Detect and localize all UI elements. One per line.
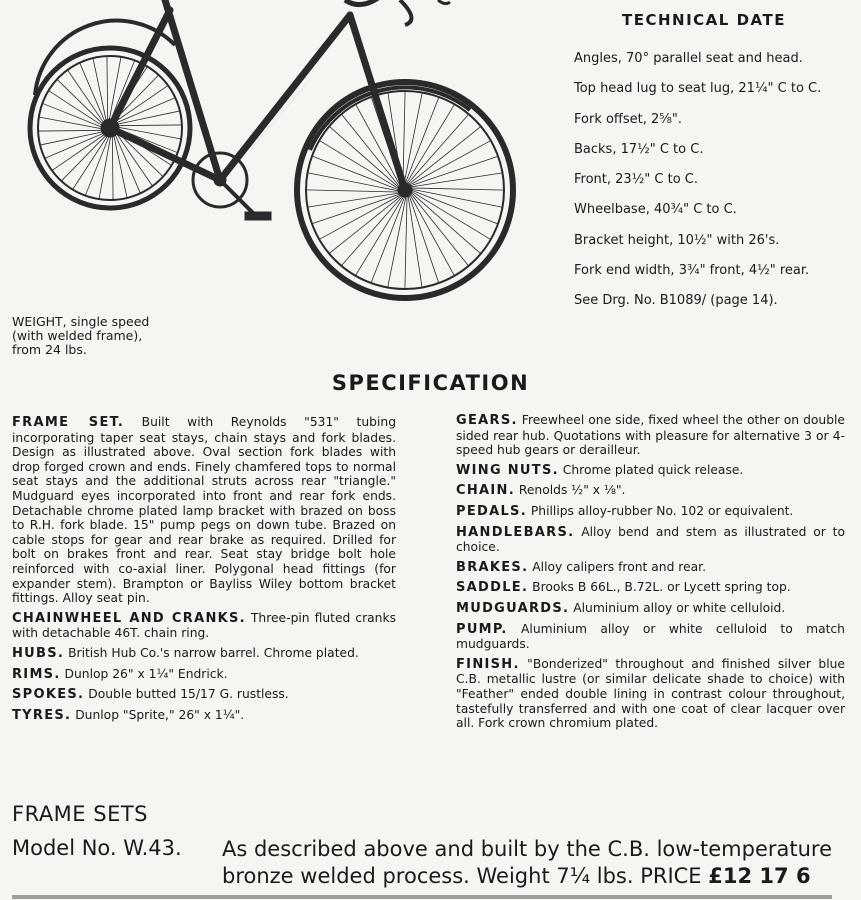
spec-text: British Hub Co.'s narrow barrel. Chrome plated. <box>68 645 359 660</box>
bicycle-illustration <box>0 0 545 320</box>
weight-line: (with welded frame), <box>12 328 143 343</box>
spec-text: Three-pin fluted cranks with detachable 46T. chain ring. <box>12 610 396 641</box>
spec-entry <box>456 463 845 479</box>
spec-heading: WING NUTS. <box>456 462 559 478</box>
spec-text: Alloy calipers front and rear. <box>532 559 707 574</box>
tech-item: Top head lug to seat lug, 21¼" C to C. <box>574 81 822 97</box>
spec-heading: SADDLE. <box>456 580 529 596</box>
technical-data-list <box>574 50 821 323</box>
spec-heading: SPOKES. <box>12 687 85 703</box>
spec-text: Chrome plated quick release. <box>562 462 744 477</box>
spec-text: Freewheel one side, fixed wheel the other on double sided rear hub. Quotations with pleasure for alternative 3 or 4-speed hub gears or derailleur. <box>456 413 845 458</box>
spec-entry <box>12 708 396 724</box>
spec-entry <box>456 601 845 617</box>
spec-heading: MUDGUARDS. <box>456 600 570 616</box>
spec-entry <box>456 413 845 458</box>
model-price: £12 17 6 <box>708 864 811 888</box>
model-desc-line <box>222 863 832 890</box>
tech-item: Angles, 70° parallel seat and head. <box>574 51 803 66</box>
spec-text: Brooks B 66L., B.72L. or Lycett spring top. <box>532 580 791 595</box>
spec-text: "Bonderized" throughout and finished silver blue C.B. metallic lustre (or similar delicate shade to choice) with "Feather" ended double lining in contrast colour throughout, tastefully transferred and with one coat of clear lacquer over all. Fork crown chromium plated. <box>456 656 845 731</box>
weight-note <box>12 315 149 357</box>
spec-text: Built with Reynolds "531" tubing incorporating taper seat stays, chain stays and fork blades. Design as illustrated above. Oval section fork blades with drop forged crown and ends. Finely chamfered tops to normal seat stays and the additional struts across rear "triangle." Mudguard eyes incorporated into front and rear fork ends. Detachable chrome plated lamp bracket with brazed on boss to R.H. fork blade. 15" pump pegs on down tube. Brazed on cable stops for gear and rear brake as required. Drilled for bolt on brakes front and rear. Seat stay bridge bolt hole reinforced with co-axial liner. Polygonal head fittings (for expander stem). Brampton or Bayliss Wiley bottom bracket fittings. Alloy seat pin. <box>12 415 396 606</box>
spec-entry <box>12 415 396 606</box>
model-label: Model No. W.43. <box>12 836 182 860</box>
spec-text: Renolds ½" x ⅛". <box>518 483 626 498</box>
spec-text: Dunlop 26" x 1¼" Endrick. <box>64 666 228 681</box>
specification-title: SPECIFICATION <box>331 371 530 395</box>
model-desc-line: As described above and built by the C.B. low-temperature <box>222 837 833 861</box>
spec-heading: FINISH. <box>456 656 520 672</box>
tech-item: See Drg. No. B1089/ (page 14). <box>574 293 778 309</box>
spec-entry <box>456 560 845 576</box>
spec-text: Alloy bend and stem as illustrated or to choice. <box>456 524 845 555</box>
spec-heading: RIMS. <box>12 666 61 682</box>
spec-heading: CHAIN. <box>456 483 515 499</box>
spec-heading: HUBS. <box>12 645 65 661</box>
spec-entry <box>456 657 845 731</box>
spec-entry <box>456 483 845 499</box>
spec-heading: PUMP. <box>456 621 508 637</box>
spec-entry <box>12 687 396 703</box>
tech-item: Bracket height, 10½" with 26's. <box>574 232 780 248</box>
spec-entry <box>456 580 845 596</box>
spec-heading: CHAINWHEEL AND CRANKS. <box>12 610 246 626</box>
spec-entry <box>12 611 396 641</box>
technical-data-title: TECHNICAL DATE <box>622 11 786 29</box>
spec-text: Aluminium alloy or white celluloid to match mudguards. <box>456 621 845 652</box>
spec-text: Dunlop "Sprite," 26" x 1¼". <box>75 707 245 722</box>
tech-item: Front, 23½" C to C. <box>574 172 699 188</box>
spec-entry <box>456 622 845 652</box>
tech-item: Wheelbase, 40¾" C to C. <box>574 202 737 218</box>
tech-item: Fork end width, 3¾" front, 4½" rear. <box>574 263 810 279</box>
spec-column-right <box>456 413 845 736</box>
spec-column-left <box>12 415 396 728</box>
spec-heading: TYRES. <box>12 707 72 723</box>
cropped-text-line <box>12 890 852 900</box>
spec-entry <box>456 525 845 555</box>
spec-heading: BRAKES. <box>456 559 529 575</box>
tech-item: Fork offset, 2⅝". <box>574 111 682 127</box>
spec-heading: PEDALS. <box>456 503 527 519</box>
spec-entry <box>456 504 845 520</box>
model-description <box>222 836 832 890</box>
spec-text: Phillips alloy-rubber No. 102 or equivalent. <box>530 503 794 518</box>
spec-text: Aluminium alloy or white celluloid. <box>573 600 786 615</box>
spec-heading: GEARS. <box>456 413 518 428</box>
spec-heading: FRAME SET. <box>12 415 125 430</box>
weight-line: from 24 lbs. <box>12 342 87 357</box>
spec-heading: HANDLEBARS. <box>456 524 575 540</box>
spec-text: Double butted 15/17 G. rustless. <box>88 687 289 702</box>
spec-entry <box>12 667 396 683</box>
frame-sets-title: FRAME SETS <box>12 802 149 826</box>
weight-line: WEIGHT, single speed <box>12 314 150 329</box>
tech-item: Backs, 17½" C to C. <box>574 141 704 157</box>
spec-entry <box>12 646 396 662</box>
model-desc-text: bronze welded process. Weight 7¼ lbs. PRICE <box>222 864 709 888</box>
